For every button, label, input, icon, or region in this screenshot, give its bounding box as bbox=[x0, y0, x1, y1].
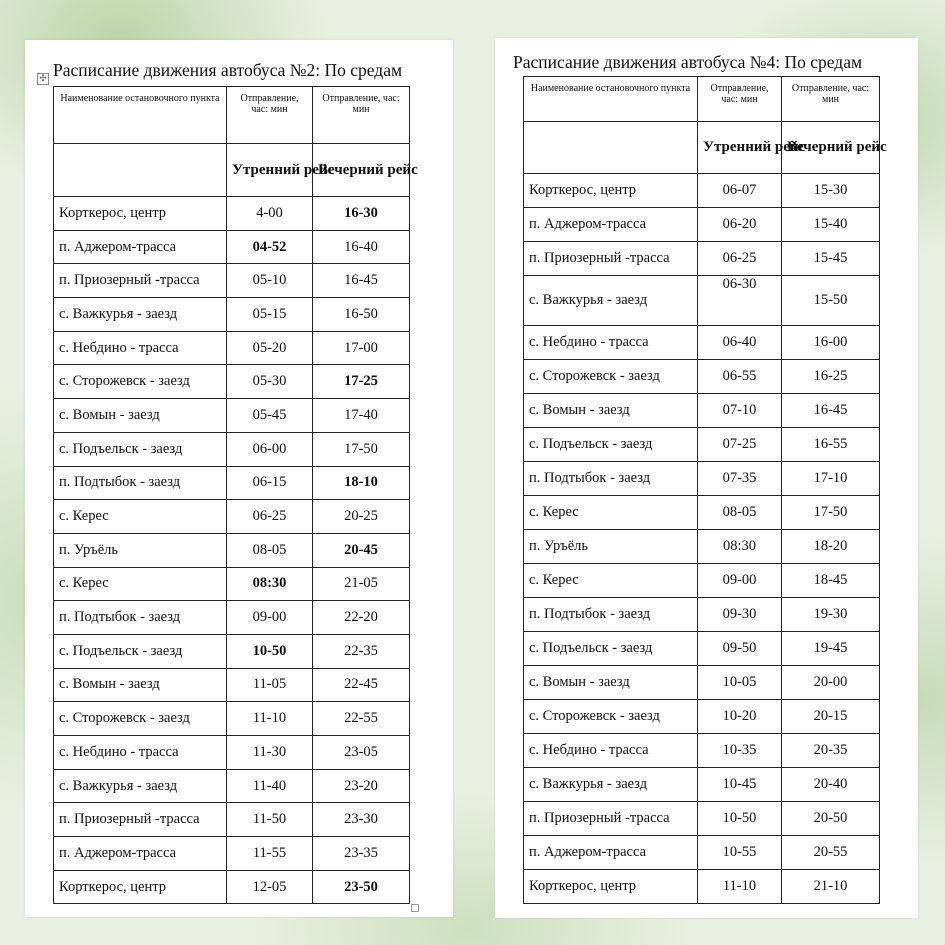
table-row bbox=[524, 768, 880, 802]
morning-time-cell: 09-30 bbox=[698, 598, 782, 632]
evening-time-cell: 16-00 bbox=[782, 326, 880, 360]
table-row bbox=[54, 230, 410, 264]
stop-name-cell: с. Подъельск - заезд bbox=[524, 428, 698, 462]
stop-name-cell: с. Вомын - заезд bbox=[54, 399, 227, 433]
table-row bbox=[524, 276, 880, 326]
stop-name-cell: п. Подтыбок - заезд bbox=[524, 598, 698, 632]
table-row bbox=[54, 365, 410, 399]
table-row bbox=[54, 500, 410, 534]
table-row bbox=[54, 634, 410, 668]
table-row bbox=[524, 174, 880, 208]
morning-time-cell: 11-05 bbox=[227, 668, 313, 702]
subheader-empty bbox=[524, 122, 698, 174]
stop-name-cell: с. Сторожевск - заезд bbox=[524, 360, 698, 394]
stop-name-cell: п. Подтыбок - заезд bbox=[524, 462, 698, 496]
table-row bbox=[524, 428, 880, 462]
stop-name-cell: с. Небдино - трасса bbox=[524, 734, 698, 768]
stop-name-cell: п. Уръёль bbox=[54, 533, 227, 567]
table-row bbox=[54, 601, 410, 635]
table-resize-handle[interactable] bbox=[411, 904, 419, 912]
stop-name-cell: с. Важкурья - заезд bbox=[54, 298, 227, 332]
stop-name-cell: с. Вомын - заезд bbox=[54, 668, 227, 702]
stop-name-cell: с. Подъельск - заезд bbox=[524, 632, 698, 666]
evening-time-cell: 18-10 bbox=[313, 466, 410, 500]
stop-name-cell: с. Небдино - трасса bbox=[54, 331, 227, 365]
morning-time-cell: 4-00 bbox=[227, 197, 313, 231]
evening-time-cell: 15-30 bbox=[782, 174, 880, 208]
morning-time-cell: 10-20 bbox=[698, 700, 782, 734]
morning-time-cell: 11-50 bbox=[227, 803, 313, 837]
evening-time-cell: 17-25 bbox=[313, 365, 410, 399]
morning-time-cell: 09-50 bbox=[698, 632, 782, 666]
stop-name-cell: с. Сторожевск - заезд bbox=[54, 702, 227, 736]
morning-time-cell: 09-00 bbox=[227, 601, 313, 635]
stop-name-cell: п. Аджером-трасса bbox=[54, 230, 227, 264]
subheader-evening-trip: Вечерний рейс bbox=[782, 122, 880, 174]
evening-time-cell: 20-25 bbox=[313, 500, 410, 534]
table-row bbox=[524, 530, 880, 564]
evening-time-cell: 23-05 bbox=[313, 736, 410, 770]
evening-time-cell: 20-00 bbox=[782, 666, 880, 700]
table-row bbox=[524, 360, 880, 394]
stop-name-cell: с. Керес bbox=[54, 500, 227, 534]
morning-time-cell: 04-52 bbox=[227, 230, 313, 264]
morning-time-cell: 06-40 bbox=[698, 326, 782, 360]
table-row bbox=[54, 837, 410, 871]
table-row bbox=[54, 399, 410, 433]
morning-time-cell: 11-10 bbox=[698, 870, 782, 904]
stop-name-cell: с. Подъельск - заезд bbox=[54, 634, 227, 668]
stop-name-cell: с. Важкурья - заезд bbox=[524, 276, 698, 326]
morning-time-cell: 10-35 bbox=[698, 734, 782, 768]
table-row bbox=[524, 734, 880, 768]
evening-time-cell: 15-40 bbox=[782, 208, 880, 242]
morning-time-cell: 05-45 bbox=[227, 399, 313, 433]
evening-time-cell: 19-45 bbox=[782, 632, 880, 666]
table-row bbox=[524, 242, 880, 276]
evening-time-cell: 16-55 bbox=[782, 428, 880, 462]
evening-time-cell: 15-50 bbox=[782, 276, 880, 326]
morning-time-cell: 06-25 bbox=[227, 500, 313, 534]
table-move-handle-icon[interactable]: ✣ bbox=[37, 73, 49, 85]
evening-time-cell: 16-50 bbox=[313, 298, 410, 332]
stop-name-cell: с. Важкурья - заезд bbox=[524, 768, 698, 802]
subheader-morning-trip: Утренний рейс bbox=[227, 144, 313, 197]
evening-time-cell: 16-40 bbox=[313, 230, 410, 264]
evening-time-cell: 20-35 bbox=[782, 734, 880, 768]
morning-time-cell: 10-55 bbox=[698, 836, 782, 870]
table-row bbox=[54, 803, 410, 837]
morning-time-cell: 12-05 bbox=[227, 870, 313, 904]
header-stop-name: Наименование остановочного пункта bbox=[54, 87, 227, 144]
stop-name-cell: с. Важкурья - заезд bbox=[54, 769, 227, 803]
evening-time-cell: 22-55 bbox=[313, 702, 410, 736]
stop-name-cell: с. Керес bbox=[54, 567, 227, 601]
table-row bbox=[54, 736, 410, 770]
stop-name-cell: п. Аджером-трасса bbox=[54, 837, 227, 871]
schedule-table-bus-2 bbox=[53, 86, 418, 904]
stop-name-cell: Корткерос, центр bbox=[524, 870, 698, 904]
evening-time-cell: 22-35 bbox=[313, 634, 410, 668]
header-departure-morning: Отправление, час: мин bbox=[698, 77, 782, 122]
stop-name-cell: п. Приозерный -трасса bbox=[524, 802, 698, 836]
evening-time-cell: 17-00 bbox=[313, 331, 410, 365]
table-row bbox=[524, 870, 880, 904]
table-row bbox=[54, 702, 410, 736]
stop-name-cell: п. Приозерный -трасса bbox=[524, 242, 698, 276]
evening-time-cell: 23-50 bbox=[313, 870, 410, 904]
morning-time-cell: 06-55 bbox=[698, 360, 782, 394]
table-row bbox=[524, 208, 880, 242]
table-row bbox=[54, 668, 410, 702]
table-row bbox=[524, 394, 880, 428]
table-row bbox=[524, 802, 880, 836]
morning-time-cell: 06-07 bbox=[698, 174, 782, 208]
stop-name-cell: Корткерос, центр bbox=[54, 197, 227, 231]
stop-name-cell: с. Небдино - трасса bbox=[54, 736, 227, 770]
stop-name-cell: с. Вомын - заезд bbox=[524, 394, 698, 428]
morning-time-cell: 07-25 bbox=[698, 428, 782, 462]
morning-time-cell: 10-05 bbox=[698, 666, 782, 700]
header-departure-morning: Отправление, час: мин bbox=[227, 87, 313, 144]
evening-time-cell: 20-50 bbox=[782, 802, 880, 836]
morning-time-cell: 08:30 bbox=[227, 567, 313, 601]
table-row bbox=[524, 598, 880, 632]
table-row bbox=[524, 666, 880, 700]
morning-time-cell: 08-05 bbox=[227, 533, 313, 567]
morning-time-cell: 08:30 bbox=[698, 530, 782, 564]
evening-time-cell: 18-45 bbox=[782, 564, 880, 598]
stop-name-cell: п. Подтыбок - заезд bbox=[54, 466, 227, 500]
stop-name-cell: Корткерос, центр bbox=[54, 870, 227, 904]
table-row bbox=[524, 496, 880, 530]
morning-time-cell: 11-55 bbox=[227, 837, 313, 871]
table-row bbox=[54, 870, 410, 904]
morning-time-cell: 05-20 bbox=[227, 331, 313, 365]
stop-name-cell: с. Керес bbox=[524, 496, 698, 530]
evening-time-cell: 19-30 bbox=[782, 598, 880, 632]
table-row bbox=[524, 326, 880, 360]
table-row bbox=[54, 533, 410, 567]
morning-time-cell: 05-10 bbox=[227, 264, 313, 298]
morning-time-cell: 11-40 bbox=[227, 769, 313, 803]
subheader-empty bbox=[54, 144, 227, 197]
evening-time-cell: 15-45 bbox=[782, 242, 880, 276]
evening-time-cell: 16-45 bbox=[313, 264, 410, 298]
table-row bbox=[524, 632, 880, 666]
evening-time-cell: 20-40 bbox=[782, 768, 880, 802]
stop-name-cell: п. Подтыбок - заезд bbox=[54, 601, 227, 635]
schedule-sheet-bus-4 bbox=[495, 38, 918, 918]
morning-time-cell: 11-10 bbox=[227, 702, 313, 736]
morning-time-cell: 07-10 bbox=[698, 394, 782, 428]
table-row bbox=[54, 432, 410, 466]
evening-time-cell: 20-15 bbox=[782, 700, 880, 734]
evening-time-cell: 17-50 bbox=[782, 496, 880, 530]
subheader-evening-trip: Вечерний рейс bbox=[313, 144, 410, 197]
schedule-sheet-bus-2 bbox=[25, 40, 453, 917]
morning-time-cell: 10-50 bbox=[698, 802, 782, 836]
evening-time-cell: 21-05 bbox=[313, 567, 410, 601]
stop-name-cell: с. Небдино - трасса bbox=[524, 326, 698, 360]
table-row bbox=[524, 462, 880, 496]
table-row bbox=[524, 700, 880, 734]
header-departure-evening: Отправление, час: мин bbox=[782, 77, 880, 122]
evening-time-cell: 22-20 bbox=[313, 601, 410, 635]
stop-name-cell: с. Подъельск - заезд bbox=[54, 432, 227, 466]
morning-time-cell: 09-00 bbox=[698, 564, 782, 598]
stop-name-cell: Корткерос, центр bbox=[524, 174, 698, 208]
evening-time-cell: 23-20 bbox=[313, 769, 410, 803]
morning-time-cell: 10-50 bbox=[227, 634, 313, 668]
evening-time-cell: 16-25 bbox=[782, 360, 880, 394]
evening-time-cell: 17-10 bbox=[782, 462, 880, 496]
table-row bbox=[524, 564, 880, 598]
header-stop-name: Наименование остановочного пункта bbox=[524, 77, 698, 122]
evening-time-cell: 16-30 bbox=[313, 197, 410, 231]
table-row bbox=[524, 836, 880, 870]
morning-time-cell: 10-45 bbox=[698, 768, 782, 802]
schedule-title-bus-2: Расписание движения автобуса №2: По средам bbox=[53, 60, 403, 80]
table-row bbox=[54, 264, 410, 298]
schedule-table-bus-4 bbox=[523, 76, 887, 904]
evening-time-cell: 20-55 bbox=[782, 836, 880, 870]
evening-time-cell: 23-30 bbox=[313, 803, 410, 837]
table-row bbox=[54, 769, 410, 803]
morning-time-cell: 07-35 bbox=[698, 462, 782, 496]
morning-time-cell: 06-20 bbox=[698, 208, 782, 242]
stop-name-cell: п. Уръёль bbox=[524, 530, 698, 564]
stop-name-cell: с. Керес bbox=[524, 564, 698, 598]
evening-time-cell: 18-20 bbox=[782, 530, 880, 564]
morning-time-cell: 05-30 bbox=[227, 365, 313, 399]
table-row bbox=[54, 466, 410, 500]
table-row bbox=[54, 567, 410, 601]
stop-name-cell: п. Аджером-трасса bbox=[524, 208, 698, 242]
evening-time-cell: 17-40 bbox=[313, 399, 410, 433]
evening-time-cell: 22-45 bbox=[313, 668, 410, 702]
evening-time-cell: 17-50 bbox=[313, 432, 410, 466]
evening-time-cell: 16-45 bbox=[782, 394, 880, 428]
stop-name-cell: с. Сторожевск - заезд bbox=[54, 365, 227, 399]
morning-time-cell: 08-05 bbox=[698, 496, 782, 530]
morning-time-cell: 05-15 bbox=[227, 298, 313, 332]
subheader-morning-trip: Утренний рейс bbox=[698, 122, 782, 174]
header-departure-evening: Отправление, час: мин bbox=[313, 87, 410, 144]
stop-name-cell: с. Вомын - заезд bbox=[524, 666, 698, 700]
stop-name-cell: п. Приозерный -трасса bbox=[54, 803, 227, 837]
evening-time-cell: 21-10 bbox=[782, 870, 880, 904]
stop-name-cell: п. Приозерный -трасса bbox=[54, 264, 227, 298]
evening-time-cell: 23-35 bbox=[313, 837, 410, 871]
stop-name-cell: п. Аджером-трасса bbox=[524, 836, 698, 870]
schedule-title-bus-4: Расписание движения автобуса №4: По средам bbox=[513, 52, 863, 72]
table-row bbox=[54, 331, 410, 365]
morning-time-cell: 06-25 bbox=[698, 242, 782, 276]
stop-name-cell: с. Сторожевск - заезд bbox=[524, 700, 698, 734]
morning-time-cell: 06-15 bbox=[227, 466, 313, 500]
table-row bbox=[54, 298, 410, 332]
morning-time-cell: 06-00 bbox=[227, 432, 313, 466]
morning-time-cell: 06-30 bbox=[698, 276, 782, 326]
evening-time-cell: 20-45 bbox=[313, 533, 410, 567]
morning-time-cell: 11-30 bbox=[227, 736, 313, 770]
table-row bbox=[54, 197, 410, 231]
